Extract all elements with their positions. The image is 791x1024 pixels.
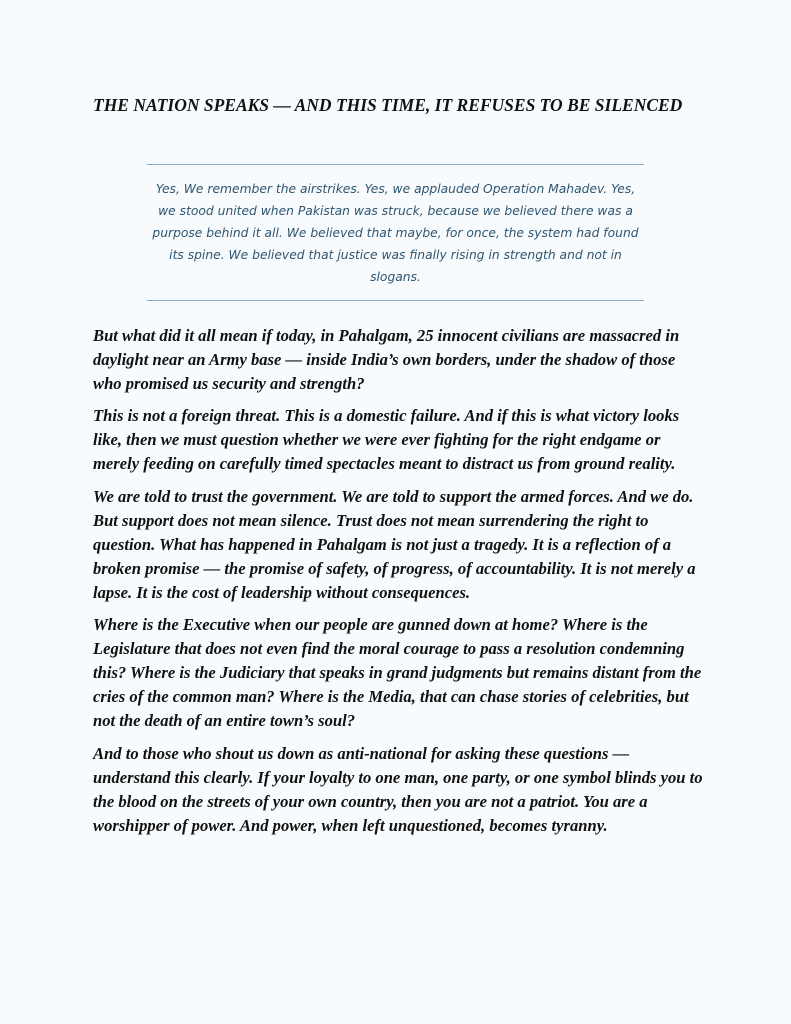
paragraph: And to those who shout us down as anti-national for asking these questions — understand this clearly. If your loyalty to one man, one party, or one symbol blinds you to the blood on the streets of your own country, then you are not a patriot. You are a worshipper of power. And power, when left unquestioned, becomes tyranny. bbox=[93, 743, 703, 835]
paragraph: But what did it all mean if today, in Pahalgam, 25 innocent civilians are massacred in daylight near an Army base — inside India’s own borders, under the shadow of those who promised us security and strength? bbox=[93, 326, 680, 394]
paragraph: Where is the Executive when our people are gunned down at home? Where is the Legislature that does not even find the moral courage to pass a resolution condemning this? Where is the Judiciary that speaks in grand judgments but remains distant from the cries of the common man? Where is the Media, that can chase stories of celebrities, but not the death of an entire town’s soul? bbox=[93, 615, 702, 731]
pull-quote bbox=[147, 164, 644, 301]
page-title: THE NATION SPEAKS — AND THIS TIME, IT REFUSES TO BE SILENCED bbox=[93, 95, 683, 115]
article-body bbox=[93, 324, 705, 846]
paragraph: This is not a foreign threat. This is a domestic failure. And if this is what victory looks like, then we must question whether we were ever fighting for the right endgame or merely feeding on carefully timed spectacles meant to distract us from ground reality. bbox=[93, 406, 680, 474]
paragraph: We are told to trust the government. We are told to support the armed forces. And we do. But support does not mean silence. Trust does not mean surrendering the right to question. What has happened in Pahalgam is not just a tragedy. It is a reflection of a broken promise — the promise of safety, of progress, of accountability. It is not merely a lapse. It is the cost of leadership without consequences. bbox=[93, 486, 696, 602]
pull-quote-text: Yes, We remember the airstrikes. Yes, we applauded Operation Mahadev. Yes, we stood united when Pakistan was struck, because we believed there was a purpose behind it all. We believed that maybe, for once, the system had found its spine. We believed that justice was finally rising in strength and not in slogans. bbox=[152, 182, 639, 284]
